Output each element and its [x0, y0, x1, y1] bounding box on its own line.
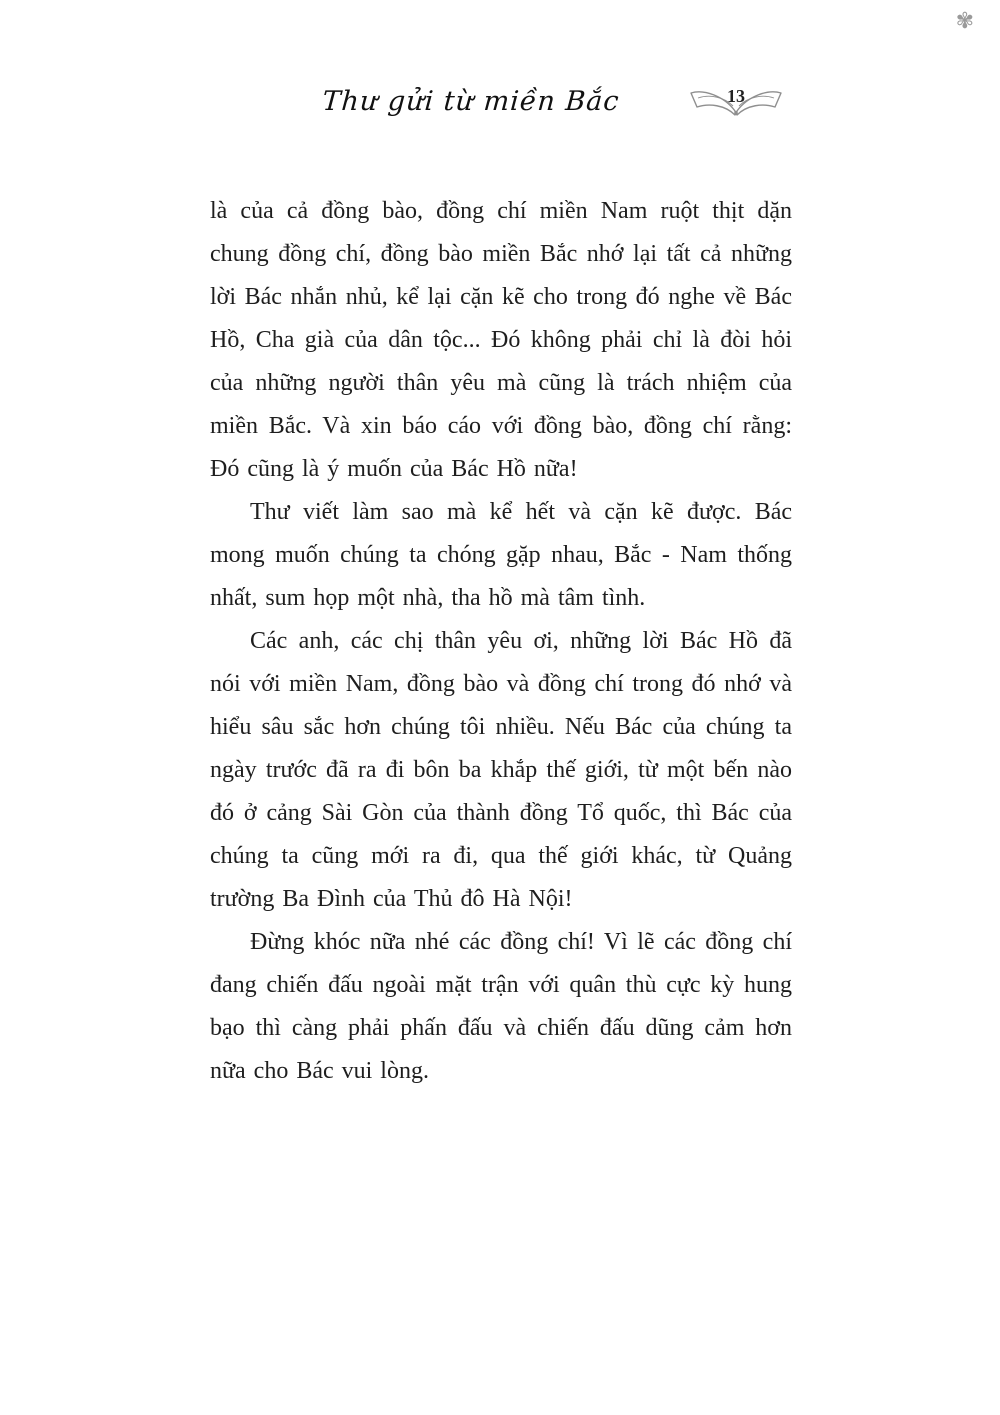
page-content [210, 78, 792, 1093]
flower-ornament-icon: ✾ [955, 8, 974, 33]
paragraph: Các anh, các chị thân yêu ơi, những lời Bác Hồ đã nói với miền Nam, đồng bào và đồng chí trong đó nhớ và hiểu sâu sắc hơn chúng tôi nhiều. Nếu Bác của chúng ta ngày trước đã ra đi bôn ba khắp thế giới, từ một bến nào đó ở cảng Sài Gòn của thành đồng Tổ quốc, thì Bác của chúng ta cũng mới ra đi, qua thế giới khác, từ Quảng trường Ba Đình của Thủ đô Hà Nội! [210, 628, 792, 912]
paragraph: Thư viết làm sao mà kể hết và cặn kẽ được. Bác mong muốn chúng ta chóng gặp nhau, Bắc - Nam thống nhất, sum họp một nhà, tha hồ mà tâm tình. [210, 499, 792, 611]
page-number: 13 [727, 86, 745, 106]
chapter-title: Thư gửi từ miền Bắc [321, 86, 621, 117]
paragraph: là của cả đồng bào, đồng chí miền Nam ruột thịt dặn chung đồng chí, đồng bào miền Bắc nhớ lại tất cả những lời Bác nhắn nhủ, kể lại cặn kẽ cho trong đó nghe về Bác Hồ, Cha già của dân tộc... Đó không phải chỉ là đòi hỏi của những người thân yêu mà cũng là trách nhiệm của miền Bắc. Và xin báo cáo với đồng bào, đồng chí rằng: Đó cũng là ý muốn của Bác Hồ nữa! [210, 198, 792, 482]
body-text [210, 190, 792, 1093]
paragraph: Đừng khóc nữa nhé các đồng chí! Vì lẽ các đồng chí đang chiến đấu ngoài mặt trận với quân thù cực kỳ hung bạo thì càng phải phấn đấu và chiến đấu dũng cảm hơn nữa cho Bác vui lòng. [210, 929, 792, 1084]
page-header [210, 78, 792, 142]
open-book-ornament [688, 80, 784, 124]
